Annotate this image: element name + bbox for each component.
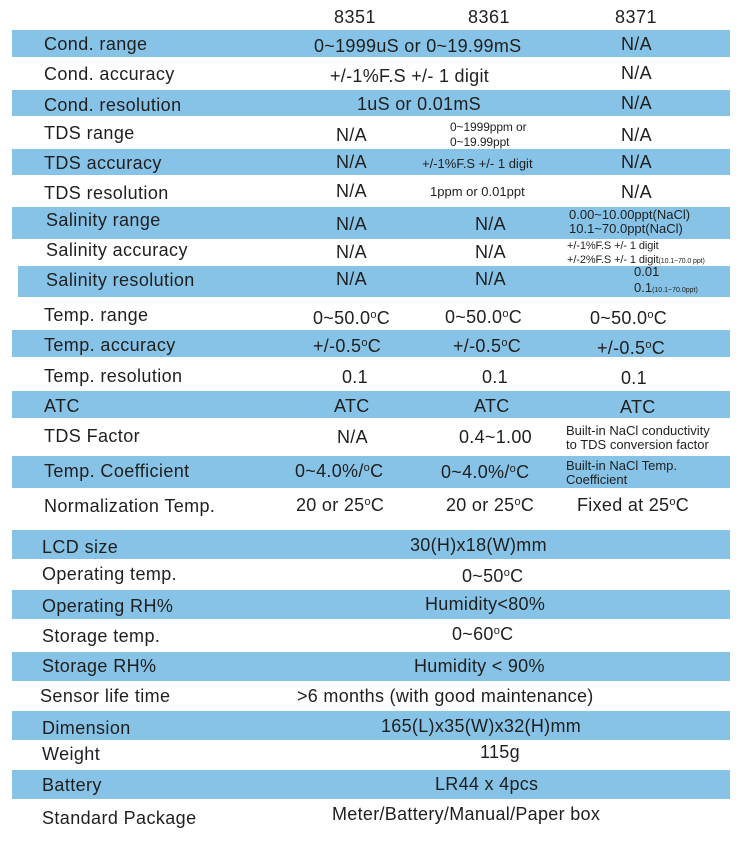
row-label-atc: ATC: [44, 396, 80, 416]
temp-unit: C: [651, 338, 666, 358]
degree-symbol: o: [361, 337, 368, 349]
model-header-8361: 8361: [468, 7, 511, 27]
salinity-accuracy-8371-note: (10.1~70.0 ppt): [658, 258, 705, 265]
row-label-normalization-temp: Normalization Temp.: [44, 496, 216, 516]
degree-symbol: o: [363, 462, 371, 474]
salinity-range-8371-line1: 0.00~10.00ppt(NaCl): [569, 207, 691, 222]
row-label-salinity-range: Salinity range: [46, 210, 161, 230]
temp-range-8371-value: 0~50.0: [590, 308, 648, 328]
tds-range-8361-line2: 0~19.99ppt: [450, 135, 510, 149]
atc-8361: ATC: [474, 396, 510, 416]
row-label-operating-rh: Operating RH%: [42, 596, 174, 616]
degree-symbol: o: [493, 625, 501, 637]
normalization-temp-8371-value: Fixed at 25: [577, 495, 670, 515]
tds-resolution-8351: N/A: [336, 181, 367, 201]
temp-accuracy-8351-value: +/-0.5: [313, 336, 362, 356]
tds-range-8361-line1: 0~1999ppm or: [450, 120, 527, 134]
row-label-tds-resolution: TDS resolution: [44, 183, 169, 203]
temp-range-8361: [445, 308, 522, 326]
salinity-range-8371-line2: 10.1~70.0ppt(NaCl): [569, 221, 683, 236]
row-label-tds-range: TDS range: [44, 123, 135, 143]
cond-range-value: 0~1999uS or 0~19.99mS: [314, 36, 522, 56]
tds-resolution-8371: N/A: [621, 182, 652, 202]
normalization-temp-8361: [446, 496, 534, 514]
temp-resolution-8361: 0.1: [482, 367, 508, 387]
row-label-temp-coefficient: Temp. Coefficient: [44, 461, 190, 481]
temp-accuracy-8371-value: +/-0.5: [597, 338, 646, 358]
row-label-weight: Weight: [42, 744, 101, 764]
model-header-8371: 8371: [615, 7, 658, 27]
operating-rh-value: Humidity<80%: [425, 594, 546, 614]
tds-range-8351: N/A: [336, 125, 367, 145]
salinity-resolution-8351: N/A: [336, 269, 367, 289]
temp-range-8371: [590, 309, 667, 327]
temp-unit: C: [507, 336, 522, 356]
temp-unit: C: [376, 308, 391, 328]
row-label-salinity-accuracy: Salinity accuracy: [46, 240, 188, 260]
tds-resolution-8361: 1ppm or 0.01ppt: [430, 184, 525, 199]
cond-accuracy-value: +/-1%F.S +/- 1 digit: [330, 66, 490, 86]
battery-value: LR44 x 4pcs: [435, 774, 539, 794]
temp-range-8361-value: 0~50.0: [445, 307, 503, 327]
weight-value: 115g: [480, 742, 520, 762]
storage-rh-value: Humidity < 90%: [414, 656, 545, 676]
temp-resolution-8371: 0.1: [621, 368, 647, 388]
salinity-resolution-8361: N/A: [475, 269, 506, 289]
salinity-accuracy-8361: N/A: [475, 242, 506, 262]
row-label-tds-factor: TDS Factor: [44, 426, 141, 446]
row-label-temp-accuracy: Temp. accuracy: [44, 335, 176, 355]
degree-symbol: o: [514, 496, 521, 508]
row-label-cond-resolution: Cond. resolution: [44, 95, 182, 115]
degree-symbol: o: [370, 309, 377, 321]
row-label-dimension: Dimension: [42, 718, 131, 738]
degree-symbol: o: [509, 463, 517, 475]
cond-accuracy-8371: N/A: [621, 63, 652, 83]
salinity-accuracy-8371-line2-main: +/-2%F.S +/- 1 digit: [567, 254, 659, 266]
temp-coefficient-8361-value: 0~4.0%/: [441, 462, 510, 482]
row-label-sensor-life: Sensor life time: [40, 686, 171, 706]
model-header-8351: 8351: [334, 7, 377, 27]
temp-accuracy-8361-value: +/-0.5: [453, 336, 502, 356]
salinity-resolution-8371-line1: 0.01: [634, 264, 660, 279]
band-battery: [12, 770, 730, 799]
temp-accuracy-8351: [313, 337, 381, 355]
temp-accuracy-8371: [597, 339, 665, 357]
operating-temp-number: 0~50: [462, 566, 504, 586]
salinity-range-8351: N/A: [336, 214, 367, 234]
tds-accuracy-8351: N/A: [336, 152, 367, 172]
storage-temp-number: 0~60: [452, 624, 494, 644]
temp-unit: C: [653, 308, 668, 328]
row-label-storage-rh: Storage RH%: [42, 656, 157, 676]
temp-unit: C: [500, 624, 514, 644]
row-label-temp-range: Temp. range: [44, 305, 149, 325]
degree-symbol: o: [645, 339, 652, 351]
salinity-resolution-8371-line2-main: 0.1: [634, 280, 653, 295]
temp-unit: C: [675, 495, 690, 515]
temp-range-8351-value: 0~50.0: [313, 308, 371, 328]
normalization-temp-8361-value: 20 or 25: [446, 495, 515, 515]
row-label-temp-resolution: Temp. resolution: [44, 366, 183, 386]
normalization-temp-8351-value: 20 or 25: [296, 495, 365, 515]
row-label-battery: Battery: [42, 775, 102, 795]
atc-8351: ATC: [334, 396, 370, 416]
temp-coefficient-8371-line1: Built-in NaCl Temp.: [566, 458, 678, 473]
tds-accuracy-8361: +/-1%F.S +/- 1 digit: [422, 156, 533, 171]
tds-factor-8351: N/A: [337, 427, 368, 447]
normalization-temp-8351: [296, 496, 384, 514]
temp-unit: C: [520, 495, 535, 515]
tds-factor-8371-line1: Built-in NaCl conductivity: [566, 423, 710, 438]
cond-resolution-value: 1uS or 0.01mS: [357, 94, 481, 114]
tds-factor-8361: 0.4~1.00: [459, 427, 532, 447]
salinity-range-8361: N/A: [475, 214, 506, 234]
temp-coefficient-8351-value: 0~4.0%/: [295, 461, 364, 481]
cond-range-8371: N/A: [621, 34, 652, 54]
row-label-tds-accuracy: TDS accuracy: [44, 153, 162, 173]
temp-resolution-8351: 0.1: [342, 367, 368, 387]
degree-symbol: o: [503, 567, 511, 579]
storage-temp-value: [452, 625, 513, 643]
temp-unit: C: [367, 336, 382, 356]
tds-factor-8371-line2: to TDS conversion factor: [566, 437, 709, 452]
dimension-value: 165(L)x35(W)x32(H)mm: [381, 716, 582, 736]
atc-8371: ATC: [620, 397, 656, 417]
degree-symbol: o: [669, 496, 676, 508]
row-label-cond-accuracy: Cond. accuracy: [44, 64, 175, 84]
sensor-life-value: >6 months (with good maintenance): [297, 686, 594, 706]
temp-coefficient-8351: [295, 462, 383, 480]
row-label-storage-temp: Storage temp.: [42, 626, 161, 646]
temp-coefficient-8371-line2: Coefficient: [566, 472, 628, 487]
temp-unit: C: [510, 566, 524, 586]
salinity-resolution-8371-note: (10.1~70.0ppt): [652, 287, 698, 294]
temp-unit: C: [516, 462, 530, 482]
row-label-lcd-size: LCD size: [42, 537, 119, 557]
temp-unit: C: [370, 461, 384, 481]
temp-accuracy-8361: [453, 337, 521, 355]
temp-unit: C: [370, 495, 385, 515]
salinity-accuracy-8351: N/A: [336, 242, 367, 262]
lcd-size-value: 30(H)x18(W)mm: [410, 535, 547, 555]
normalization-temp-8371: [577, 496, 689, 514]
tds-range-8371: N/A: [621, 125, 652, 145]
row-label-standard-package: Standard Package: [42, 808, 197, 828]
band-lcd-size: [12, 530, 730, 559]
temp-unit: C: [508, 307, 523, 327]
row-label-cond-range: Cond. range: [44, 34, 148, 54]
degree-symbol: o: [647, 309, 654, 321]
tds-accuracy-8371: N/A: [621, 152, 652, 172]
salinity-resolution-8371-line2: [634, 281, 698, 294]
degree-symbol: o: [364, 496, 371, 508]
degree-symbol: o: [501, 337, 508, 349]
row-label-operating-temp: Operating temp.: [42, 564, 178, 584]
cond-resolution-8371: N/A: [621, 93, 652, 113]
salinity-accuracy-8371-line1: +/-1%F.S +/- 1 digit: [567, 240, 659, 252]
degree-symbol: o: [502, 308, 509, 320]
temp-range-8351: [313, 309, 390, 327]
temp-coefficient-8361: [441, 463, 529, 481]
row-label-salinity-resolution: Salinity resolution: [46, 270, 195, 290]
standard-package-value: Meter/Battery/Manual/Paper box: [332, 804, 601, 824]
operating-temp-value: [462, 567, 523, 585]
